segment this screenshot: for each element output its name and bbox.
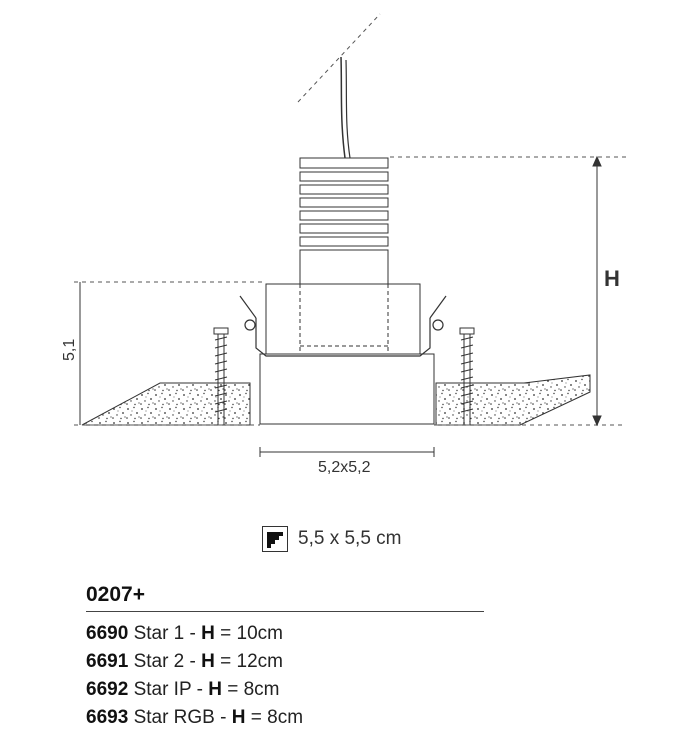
variant-name: Star 2 - bbox=[133, 651, 196, 672]
product-code: 0207+ bbox=[86, 583, 145, 606]
divider bbox=[86, 611, 484, 612]
variant-height: = 10cm bbox=[220, 623, 284, 644]
square-cutout-icon bbox=[262, 526, 288, 552]
variant-name: Star 1 - bbox=[133, 623, 196, 644]
variant-list bbox=[86, 620, 303, 732]
variant-code: 6691 bbox=[86, 651, 129, 672]
cutout-size-text: 5,5 x 5,5 cm bbox=[298, 528, 402, 549]
variant-height: = 8cm bbox=[250, 707, 304, 728]
variant-height: = 8cm bbox=[227, 679, 280, 700]
height-dimension bbox=[593, 157, 601, 425]
variant-item bbox=[86, 704, 303, 732]
variant-item bbox=[86, 620, 303, 648]
variant-item bbox=[86, 648, 303, 676]
variant-code: 6692 bbox=[86, 679, 129, 700]
variant-h-label: H bbox=[201, 623, 215, 644]
height-dimension-label: H bbox=[604, 266, 620, 291]
variant-name: Star IP - bbox=[133, 679, 203, 700]
variant-code: 6693 bbox=[86, 707, 129, 728]
variant-h-label: H bbox=[231, 707, 246, 728]
width-dimension-label: 5,2x5,2 bbox=[318, 459, 371, 476]
variant-height: = 12cm bbox=[220, 651, 284, 672]
width-dimension bbox=[260, 447, 434, 457]
variant-code: 6690 bbox=[86, 623, 129, 644]
fixture-housing bbox=[260, 284, 434, 424]
cutout-size bbox=[262, 526, 402, 552]
heat-sink bbox=[300, 158, 388, 284]
power-cable bbox=[341, 57, 345, 158]
depth-dimension-label: 5,1 bbox=[61, 338, 78, 361]
variant-name: Star RGB - bbox=[133, 707, 227, 728]
variant-item bbox=[86, 676, 303, 704]
variant-h-label: H bbox=[208, 679, 222, 700]
variant-h-label: H bbox=[201, 651, 215, 672]
